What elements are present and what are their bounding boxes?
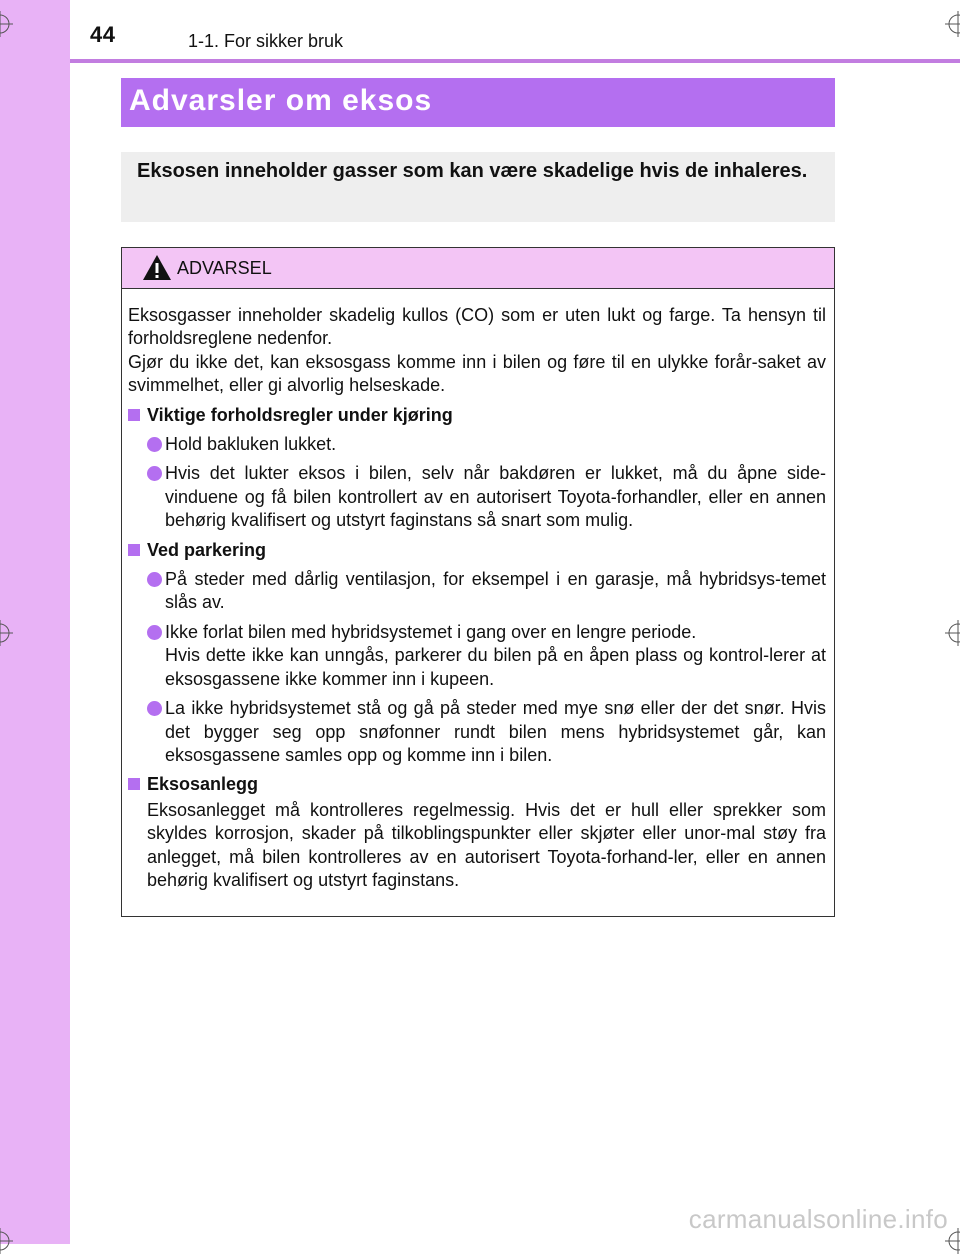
warning-body <box>128 304 826 892</box>
section-reference: 1-1. For sikker bruk <box>188 31 344 51</box>
intro-box <box>121 152 835 222</box>
round-bullet-icon <box>147 572 162 587</box>
warning-box <box>121 247 835 917</box>
subsection-heading: Ved parkering <box>128 539 826 562</box>
subsection-text: Eksosanlegget må kontrolleres regelmessig. Hvis det er hull eller sprekker som skyldes korrosjon, skader på tilkoblingspunkter eller skjøter eller unor-mal støy fra anlegget, må bilen kontrolleres av en autorisert Toyota-forhand-ler, eller en annen behørig kvalifisert og utstyrt faginstans. <box>147 799 826 890</box>
warning-paragraph: Gjør du ikke det, kan eksosgass komme inn i bilen og føre til en ulykke forår-saket av svimmelhet, eller gi alvorlig helseskade. <box>128 351 826 396</box>
round-bullet-icon <box>147 625 162 640</box>
round-bullet-icon <box>147 437 162 452</box>
registration-mark-icon <box>0 1228 13 1254</box>
square-bullet-icon <box>128 778 140 790</box>
registration-mark-icon <box>945 620 960 646</box>
registration-mark-icon <box>945 11 960 37</box>
header-divider <box>70 59 960 63</box>
page-title: Advarsler om eksos <box>129 84 433 117</box>
square-bullet-icon <box>128 544 140 556</box>
registration-mark-icon <box>0 620 13 646</box>
square-bullet-icon <box>128 409 140 421</box>
list-item: Ikke forlat bilen med hybridsystemet i gang over en lengre periode. Hvis dette ikke kan unngås, parkerer du bilen på en åpen plass og kontrol-lerer at eksosgassene ikke kommer inn i kupeen. <box>147 621 826 691</box>
warning-label: ADVARSEL <box>177 258 272 278</box>
watermark-text: carmanualsonline.info <box>688 1204 948 1234</box>
round-bullet-icon <box>147 466 162 481</box>
section-title-bar <box>121 78 835 127</box>
warning-triangle-icon <box>142 254 172 281</box>
warning-header <box>122 248 834 289</box>
registration-mark-icon <box>0 11 13 37</box>
page-number: 44 <box>90 22 116 47</box>
list-item: Hvis det lukter eksos i bilen, selv når bakdøren er lukket, må du åpne side-vinduene og få bilen kontrollert av en autorisert Toyota-forhandler, eller en annen behørig kvalifisert og utstyrt faginstans så snart som mulig. <box>147 462 826 532</box>
subsection-heading: Eksosanlegg <box>128 773 826 796</box>
intro-text: Eksosen inneholder gasser som kan være skadelige hvis de inhaleres. <box>137 160 808 182</box>
list-item: På steder med dårlig ventilasjon, for eksempel i en garasje, må hybridsys-temet slås av. <box>147 568 826 615</box>
subsection-heading: Viktige forholdsregler under kjøring <box>128 404 826 427</box>
list-item: Hold bakluken lukket. <box>147 433 826 456</box>
warning-paragraph: Eksosgasser inneholder skadelig kullos (CO) som er uten lukt og farge. Ta hensyn til forholdsreglene nedenfor. <box>128 305 826 349</box>
list-item: La ikke hybridsystemet stå og gå på steder med mye snø eller der det snør. Hvis det bygger seg opp snøfonner rundt bilen mens hybridsystemet går, kan eksosgassene samles opp og komme inn i bilen. <box>147 697 826 767</box>
round-bullet-icon <box>147 701 162 716</box>
